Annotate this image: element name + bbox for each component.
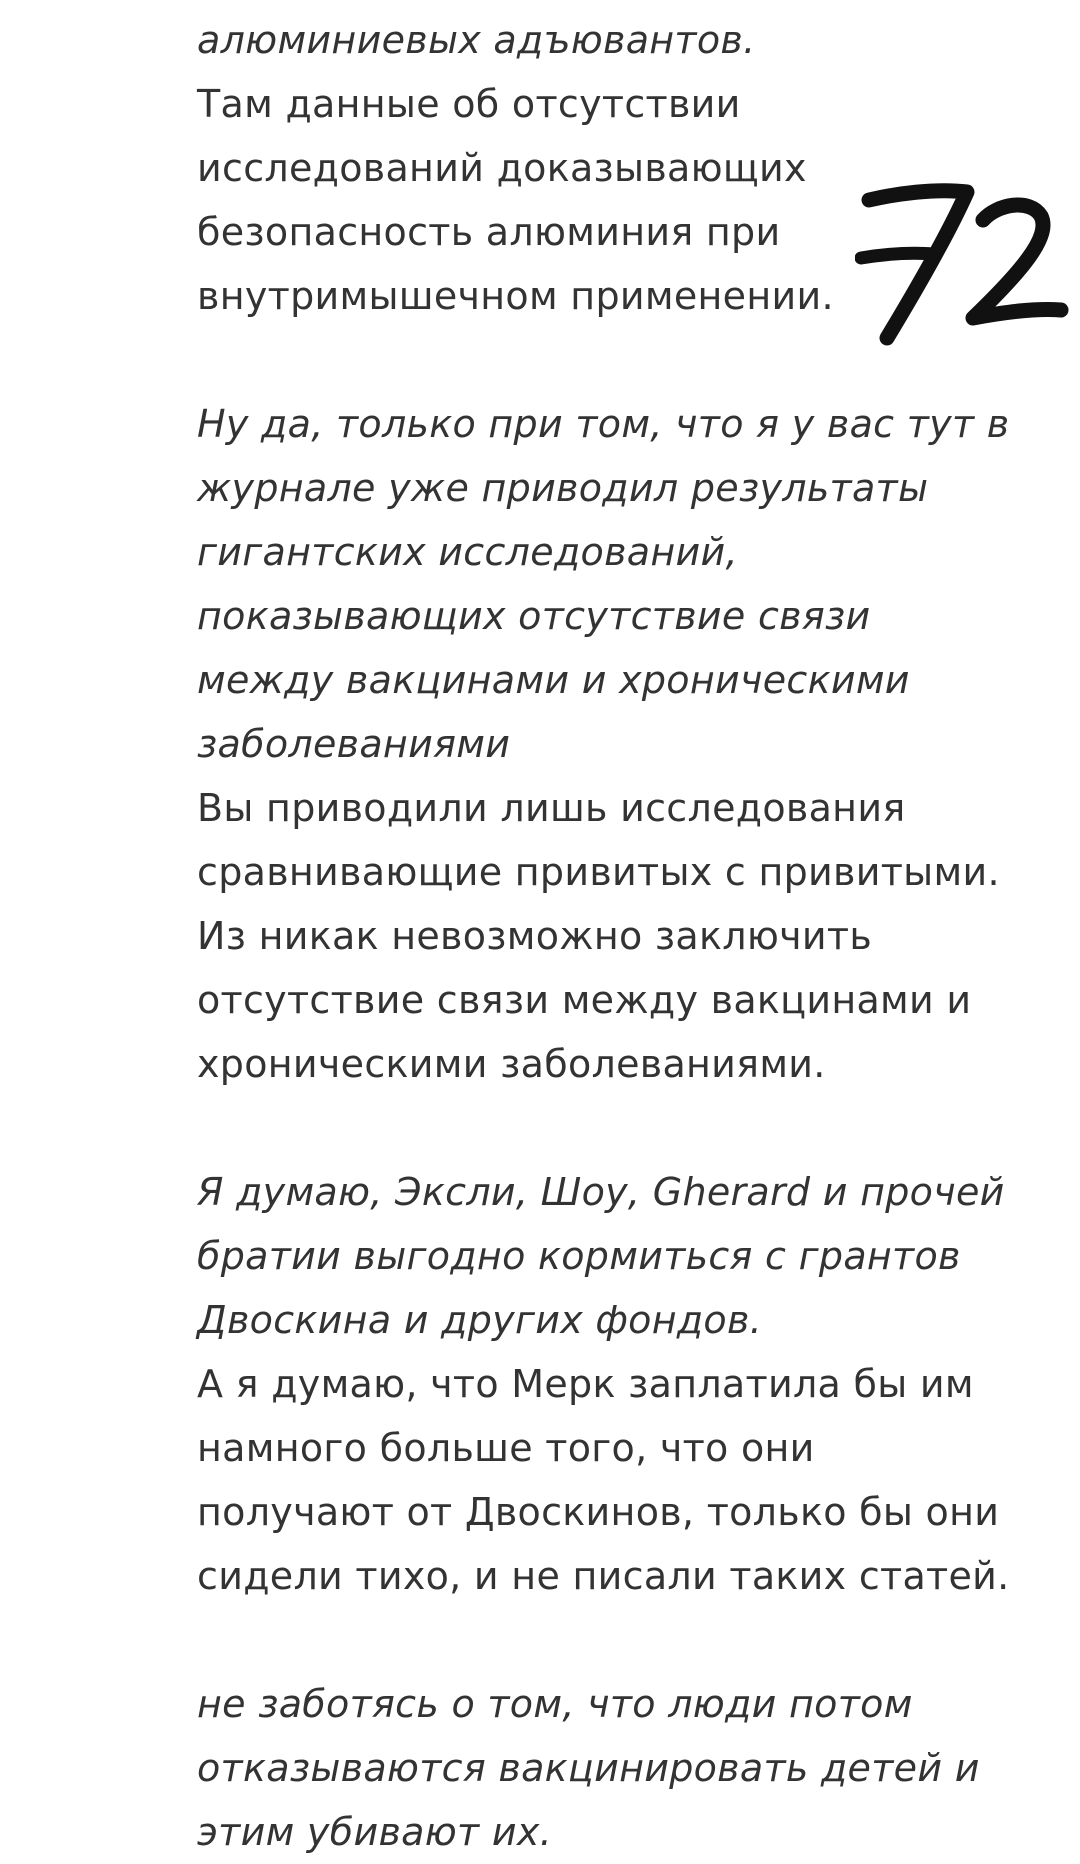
reply-line: безопасность алюминия при: [197, 210, 781, 254]
reply-line: отсутствие связи между вакцинами и: [197, 978, 972, 1022]
quote-line: отказываются вакцинировать детей и: [197, 1746, 980, 1790]
reply-line: сравнивающие привитых с привитыми.: [197, 850, 1000, 894]
reply-line: Из никак невозможно заключить: [197, 914, 873, 958]
quote-line: Двоскина и других фондов.: [197, 1298, 763, 1342]
digit-seven-stroke: [869, 191, 967, 338]
quote-line: гигантских исследований,: [197, 530, 738, 574]
reply-line: намного больше того, что они: [197, 1426, 815, 1470]
quote-line: братии выгодно кормиться с грантов: [197, 1234, 961, 1278]
quote-line: не заботясь о том, что люди потом: [197, 1682, 913, 1726]
digit-seven-crossbar: [861, 253, 935, 258]
paragraph-gap: [197, 1608, 1067, 1672]
reply-line: сидели тихо, и не писали таких статей.: [197, 1554, 1010, 1598]
reply-line: внутримышечном применении.: [197, 274, 834, 318]
paragraph-gap: [197, 1096, 1067, 1160]
reply-line: А я думаю, что Мерк заплатила бы им: [197, 1362, 974, 1406]
reply-line: Вы приводили лишь исследования: [197, 786, 906, 830]
reply-line: исследований доказывающих: [197, 146, 807, 190]
quote-line: журнале уже приводил результаты: [197, 466, 929, 510]
quote-line: Ну да, только при том, что я у вас тут в: [197, 402, 1010, 446]
reply-line: Там данные об отсутствии: [197, 82, 741, 126]
quote-line: между вакцинами и хроническими: [197, 658, 910, 702]
digit-two-stroke: [973, 205, 1061, 318]
quote-line: заболеваниями: [197, 722, 511, 766]
quote-line: алюминиевых адъювантов.: [197, 18, 756, 62]
quote-line: Я думаю, Эксли, Шоу, Gherard и прочей: [197, 1170, 1005, 1214]
quote-line: этим убивают их.: [197, 1810, 553, 1854]
reply-line: хроническими заболеваниями.: [197, 1042, 826, 1086]
reply-line: получают от Двоскинов, только бы они: [197, 1490, 1000, 1534]
quote-line: показывающих отсутствие связи: [197, 594, 871, 638]
handwritten-page-number: [855, 180, 1070, 355]
